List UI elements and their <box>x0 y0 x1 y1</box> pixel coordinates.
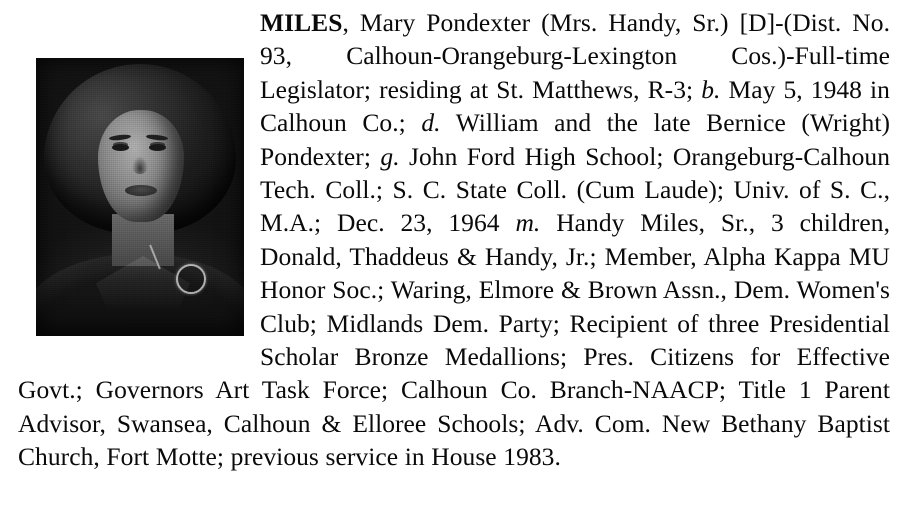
portrait-nose <box>132 156 148 174</box>
entry-surname: MILES <box>260 8 343 37</box>
portrait-eye-right <box>149 144 166 151</box>
portrait-photograph <box>36 58 244 336</box>
entry-abbreviation-marker: d. <box>421 108 441 138</box>
portrait-eye-left <box>112 144 129 151</box>
entry-text-run: John Ford High School; Orangeburg-Calhoun Tech. Coll.; S. C. State Coll. (Cum Laude); Univ. of S. C., M.A.; Dec. 23, 1964 <box>260 141 890 238</box>
entry-text-run: , Mary Pondexter (Mrs. Handy, Sr.) [D]-(Dist. No. 93, Calhoun-Orangeburg-Lexington Cos.)-Full-time Legislator; residing at St. Matthews, R-3; <box>260 8 890 104</box>
entry-abbreviation-marker: g. <box>380 141 400 171</box>
portrait-mouth <box>125 185 157 196</box>
entry-text-run: William and the late Bernice (Wright) Pondexter; <box>260 108 890 171</box>
entry-text-run: May 5, 1948 in Calhoun Co.; <box>260 74 890 138</box>
entry-abbreviation-marker: b. <box>701 74 721 104</box>
entry-text-run: Handy Miles, Sr., 3 children, Donald, Thaddeus & Handy, Jr.; Member, Alpha Kappa MU Honor Soc.; Waring, Elmore & Brown Assn., Dem. Women's Club; Midlands Dem. Party; Recipient of three Presidential Scholar Bronze Medallions; Pres. Citizens for Effective Govt.; Governors Art Task Force; Calhoun Co. Branch-NAACP; Title 1 Parent Advisor, Swansea, Calhoun & Elloree Schools; Adv. Com. New Bethany Baptist Church, Fort Motte; previous service in House 1983. <box>18 208 890 472</box>
portrait-necklace-pendant <box>176 264 206 294</box>
entry-abbreviation-marker: m. <box>515 208 541 238</box>
